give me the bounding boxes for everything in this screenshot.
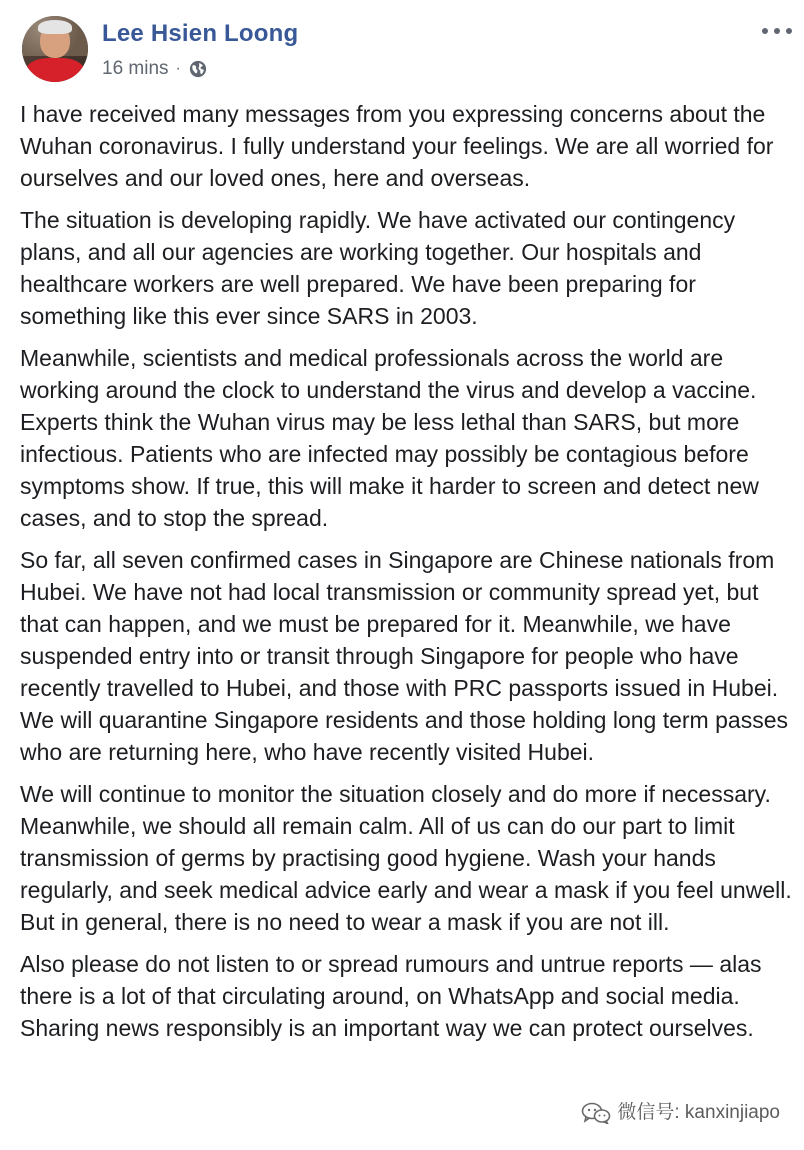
- meta-separator: ·: [175, 60, 181, 77]
- post-timestamp-row: [102, 58, 298, 80]
- post-paragraph: The situation is developing rapidly. We have activated our contingency plans, and all our agencies are working together. Our hospitals and healthcare workers are well prepared. We have been preparing for something like this ever since SARS in 2003.: [20, 207, 736, 329]
- post-time[interactable]: 16 mins: [102, 58, 169, 79]
- globe-icon[interactable]: [189, 60, 207, 78]
- author-name[interactable]: Lee Hsien Loong: [102, 20, 299, 47]
- more-options-icon[interactable]: [762, 26, 792, 36]
- post-header: [22, 16, 298, 82]
- watermark-text: 微信号: kanxinjiapo: [617, 1102, 780, 1123]
- wechat-icon: [581, 1102, 611, 1124]
- post-body: [20, 98, 792, 1054]
- post-paragraph: Also please do not listen to or spread rumours and untrue reports — alas there is a lot of that circulating around, on WhatsApp and social media. Sharing news responsibly is an important way we can protect ourselves.: [20, 951, 762, 1041]
- avatar[interactable]: [22, 16, 88, 82]
- post-paragraph: I have received many messages from you expressing concerns about the Wuhan coronavirus. I fully understand your feelings. We are all worried for ourselves and our loved ones, here and overseas.: [20, 101, 774, 191]
- wechat-watermark: [581, 1102, 780, 1124]
- post-paragraph: Meanwhile, scientists and medical professionals across the world are working around the clock to understand the virus and develop a vaccine. Experts think the Wuhan virus may be less lethal than SARS, but more infectious. Patients who are infected may possibly be contagious before symptoms show. If true, this will make it harder to screen and detect new cases, and to stop the spread.: [20, 345, 759, 531]
- post-paragraph: We will continue to monitor the situation closely and do more if necessary. Meanwhile, we should all remain calm. All of us can do our part to limit transmission of germs by practising good hygiene. Wash your hands regularly, and seek medical advice early and wear a mask if you feel unwell. But in general, there is no need to wear a mask if you are not ill.: [20, 781, 792, 935]
- post-paragraph: So far, all seven confirmed cases in Singapore are Chinese nationals from Hubei. We have not had local transmission or community spread yet, but that can happen, and we must be prepared for it. Meanwhile, we have suspended entry into or transit through Singapore for people who have recently travelled to Hubei, and those with PRC passports issued in Hubei. We will quarantine Singapore residents and those holding long term passes who are returning here, who have recently visited Hubei.: [20, 547, 788, 765]
- post-meta: [102, 16, 298, 80]
